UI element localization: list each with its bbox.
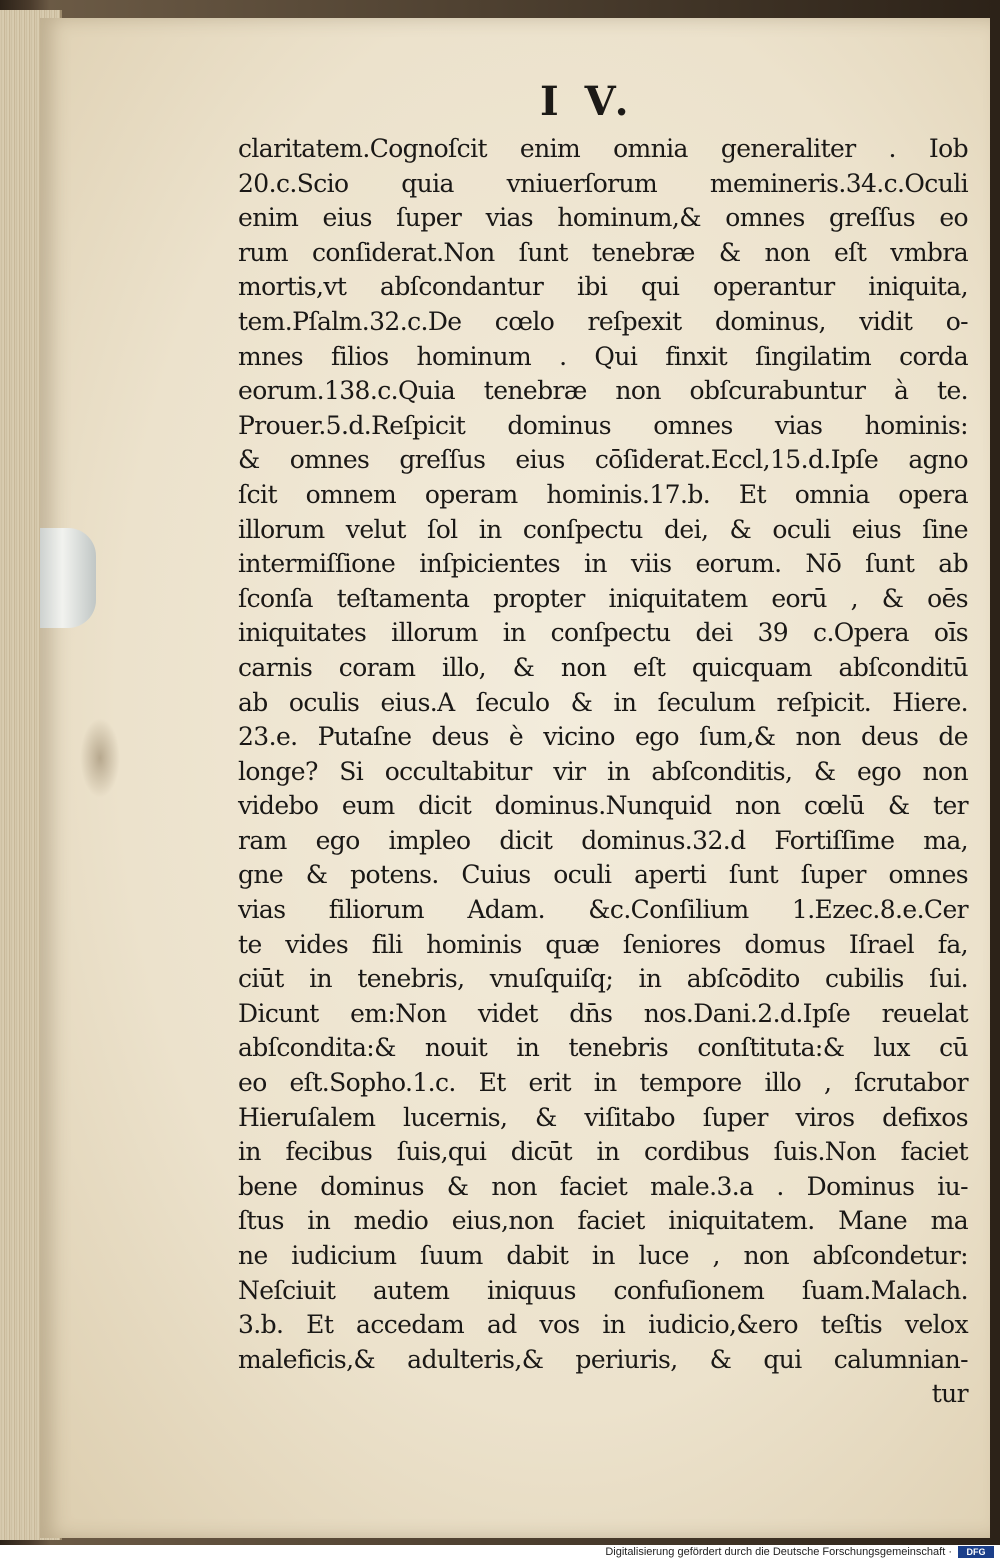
page-stain (80, 718, 120, 798)
text-line: 23.e. Putaſne deus è vicino ego ſum,& non deus de (238, 722, 968, 752)
text-line: ne iudicium ſuum dabit in luce , non abſcondetur: (238, 1241, 968, 1270)
text-line: abſcondita:& nouit in tenebris conſtituta:& lux cū (238, 1033, 968, 1063)
text-line: vias filiorum Adam. &c.Conſilium 1.Ezec.8.e.Cer (238, 895, 968, 925)
text-line: illorum velut ſol in conſpectu dei, & oculi eius ſine (238, 514, 968, 544)
page-clip (40, 528, 96, 628)
text-line: rum conſiderat.Non ſunt tenebræ & non eſt vmbra (238, 237, 968, 267)
text-line: & omnes greſſus eius cōſiderat.Eccl,15.d.Ipſe agno (238, 445, 968, 475)
text-line: gne & potens. Cuius oculi aperti ſunt ſuper omnes (238, 860, 968, 890)
text-line: enim eius ſuper vias hominum,& omnes greſſus eo (238, 203, 968, 233)
text-line: tem.Pſalm.32.c.De cœlo reſpexit dominus, vidit o- (238, 306, 968, 336)
text-line: maleficis,& adulteris,& periuris, & qui calumnian- (238, 1344, 968, 1374)
text-line: mnes filios hominum . Qui finxit ſingilatim corda (238, 341, 968, 371)
text-line: carnis coram illo, & non eſt quicquam abſconditū (238, 652, 968, 682)
text-line: eorum.138.c.Quia tenebræ non obſcurabuntur à te. (238, 376, 968, 406)
text-line: iniquitates illorum in conſpectu dei 39 c.Opera oīs (238, 618, 968, 648)
text-line: intermiſſione inſpicientes in viis eorum. Nō ſunt ab (238, 549, 968, 579)
text-line: 3.b. Et accedam ad vos in iudicio,&ero teſtis velox (238, 1310, 968, 1340)
body-text (238, 132, 968, 1412)
text-line: tur (931, 1379, 968, 1409)
text-line: ſconſa teſtamenta propter iniquitatem eorū , & oēs (238, 583, 968, 613)
text-line: eo eſt.Sopho.1.c. Et erit in tempore illo , ſcrutabor (238, 1068, 968, 1098)
text-line: in fecibus ſuis,qui dicūt in cordibus ſuis.Non faciet (238, 1137, 968, 1167)
text-line: Hieruſalem lucernis, & viſitabo ſuper viros defixos (238, 1102, 968, 1132)
text-line: Dicunt em:Non videt dn̄s nos.Dani.2.d.Ipſe reuelat (238, 998, 968, 1028)
page-number: I V. (540, 78, 635, 125)
text-line: mortis,vt abſcondantur ibi qui operantur iniquita, (238, 272, 968, 302)
text-line: Prouer.5.d.Reſpicit dominus omnes vias hominis: (238, 410, 968, 440)
text-line: 20.c.Scio quia vniuerſorum memineris.34.c.Oculi (238, 168, 968, 198)
text-line: videbo eum dicit dominus.Nunquid non cœlū & ter (238, 791, 968, 821)
text-line: Neſciuit autem iniquus confuſionem ſuam.Malach. (238, 1275, 968, 1305)
text-line: ſtus in medio eius,non faciet iniquitatem. Mane ma (238, 1206, 968, 1236)
footer-credit: Digitalisierung gefördert durch die Deutsche Forschungsgemeinschaft · (605, 1546, 952, 1558)
dfg-logo: DFG (958, 1546, 994, 1558)
text-line: te vides fili hominis quæ ſeniores domus Iſrael fa, (238, 929, 968, 959)
text-line: ſcit omnem operam hominis.17.b. Et omnia opera (238, 479, 968, 509)
text-line: longe? Si occultabitur vir in abſconditis, & ego non (238, 756, 968, 786)
text-line: claritatem.Cognoſcit enim omnia generaliter . Iob (238, 134, 968, 163)
text-line: bene dominus & non faciet male.3.a . Dominus iu- (238, 1171, 968, 1201)
text-line: ciūt in tenebris, vnuſquiſq; in abſcōdito cubilis ſui. (238, 964, 968, 994)
text-line: ram ego impleo dicit dominus.32.d Fortiſſime ma, (238, 825, 968, 855)
text-line: ab oculis eius.A ſeculo & in ſeculum reſpicit. Hiere. (238, 687, 968, 717)
